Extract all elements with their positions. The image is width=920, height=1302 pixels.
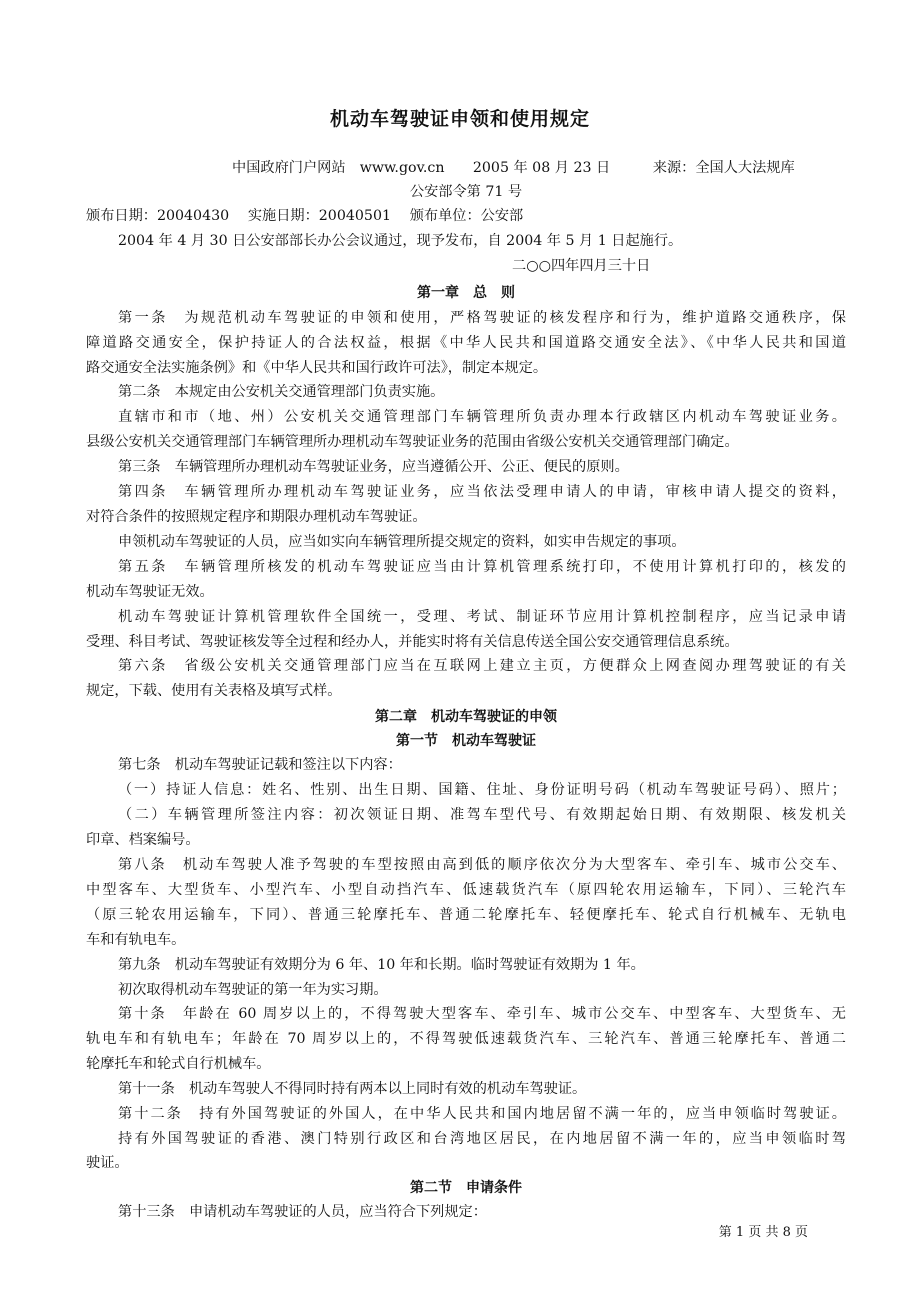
article-line: 路交通安全法实施条例》和《中华人民共和国行政许可法》，制定本规定。 [86, 360, 548, 376]
chapter-heading: 第一章 总 则 [417, 285, 515, 301]
article-line: 对符合条件的按照规定程序和期限办理机动车驾驶证。 [86, 509, 427, 525]
promulgation-text: 2004 年 4 月 30 日公安部部长办公会议通过，现予发布，自 2004 年 5 月 1 日起施行。 [118, 233, 683, 249]
article-line: 受理、科目考试、驾驶证核发等全过程和经办人，并能实时将有关信息传送全国公安交通管理信息系统。 [86, 634, 739, 650]
article-line: 第十一条 机动车驾驶人不得同时持有两本以上同时有效的机动车驾驶证。 [118, 1081, 587, 1097]
article-line: （原三轮农用运输车，下同）、普通三轮摩托车、普通二轮摩托车、轻便摩托车、轮式自行机械车、无轨电 [86, 907, 846, 923]
article-line: 机动车驾驶证计算机管理软件全国统一，受理、考试、制证环节应用计算机控制程序，应当记录申请 [118, 609, 846, 625]
article-line: 障道路交通安全，保护持证人的合法权益，根据《中华人民共和国道路交通安全法》、《中华人民共和国道 [86, 335, 846, 351]
issue-info: 颁布日期：20040430 实施日期：20040501 颁布单位：公安部 [86, 208, 524, 224]
article-line: 第十三条 申请机动车驾驶证的人员，应当符合下列规定： [118, 1204, 487, 1220]
article-line: 第六条 省级公安机关交通管理部门应当在互联网上建立主页，方便群众上网查阅办理驾驶证的有关 [118, 658, 846, 674]
article-line: 第八条 机动车驾驶人准予驾驶的车型按照由高到低的顺序依次分为大型客车、牵引车、城市公交车、 [118, 857, 846, 873]
article-line: 轮摩托车和轮式自行机械车。 [86, 1056, 271, 1072]
article-line: 县级公安机关交通管理部门车辆管理所办理机动车驾驶证业务的范围由省级公安机关交通管理部门确定。 [86, 434, 739, 450]
source-line: 中国政府门户网站 www.gov.cn 2005 年 08 月 23 日 来源：全国人大法规库 [232, 160, 795, 176]
article-line: 申领机动车驾驶证的人员，应当如实向车辆管理所提交规定的资料，如实申告规定的事项。 [118, 534, 686, 550]
order-number: 公安部令第 71 号 [409, 184, 523, 200]
article-line: 第九条 机动车驾驶证有效期分为 6 年、10 年和长期。临时驾驶证有效期为 1 年。 [118, 957, 645, 973]
article-line: 直辖市和市（地、州）公安机关交通管理部门车辆管理所负责办理本行政辖区内机动车驾驶证业务。 [118, 409, 846, 425]
article-line: 中型客车、大型货车、小型汽车、小型自动挡汽车、低速载货汽车（原四轮农用运输车，下同）、三轮汽车 [86, 882, 846, 898]
article-line: 机动车驾驶证无效。 [86, 584, 214, 600]
article-line: 第七条 机动车驾驶证记载和签注以下内容： [118, 757, 402, 773]
article-line: 持有外国驾驶证的香港、澳门特别行政区和台湾地区居民，在内地居留不满一年的，应当申领临时驾 [118, 1131, 846, 1147]
article-line: 第四条 车辆管理所办理机动车驾驶证业务，应当依法受理申请人的申请，审核申请人提交的资料， [118, 484, 846, 500]
article-line: 第一条 为规范机动车驾驶证的申领和使用，严格驾驶证的核发程序和行为，维护道路交通秩序，保 [118, 310, 846, 326]
article-line: 印章、档案编号。 [86, 832, 200, 848]
article-line: 第二条 本规定由公安机关交通管理部门负责实施。 [118, 384, 445, 400]
document-title: 机动车驾驶证申领和使用规定 [329, 108, 590, 130]
article-line: 第十二条 持有外国驾驶证的外国人，在中华人民共和国内地居留不满一年的，应当申领临时驾驶证。 [118, 1106, 846, 1122]
section-heading: 第二节 申请条件 [410, 1180, 522, 1196]
article-line: 第十条 年龄在 60 周岁以上的，不得驾驶大型客车、牵引车、城市公交车、中型客车、大型货车、无 [118, 1006, 846, 1022]
article-line: 第五条 车辆管理所核发的机动车驾驶证应当由计算机管理系统打印，不使用计算机打印的，核发的 [118, 559, 846, 575]
article-line: （二）车辆管理所签注内容：初次领证日期、准驾车型代号、有效期起始日期、有效期限、核发机关 [118, 807, 846, 823]
article-line: 第三条 车辆管理所办理机动车驾驶证业务，应当遵循公开、公正、便民的原则。 [118, 459, 629, 475]
page-number: 第 1 页 共 8 页 [718, 1225, 808, 1240]
article-line: 初次取得机动车驾驶证的第一年为实习期。 [118, 982, 388, 998]
article-line: 驶证。 [86, 1155, 129, 1171]
chapter-heading: 第二章 机动车驾驶证的申领 [375, 709, 557, 725]
section-heading: 第一节 机动车驾驶证 [396, 733, 536, 749]
article-line: 车和有轨电车。 [86, 932, 186, 948]
article-line: 规定，下载、使用有关表格及填写式样。 [86, 683, 342, 699]
article-line: 轨电车和有轨电车；年龄在 70 周岁以上的，不得驾驶低速载货汽车、三轮汽车、普通三轮摩托车、普通二 [86, 1031, 846, 1047]
signed-date: 二○○四年四月三十日 [512, 258, 651, 274]
article-line: （一）持证人信息：姓名、性别、出生日期、国籍、住址、身份证明号码（机动车驾驶证号码）、照片； [118, 782, 846, 798]
